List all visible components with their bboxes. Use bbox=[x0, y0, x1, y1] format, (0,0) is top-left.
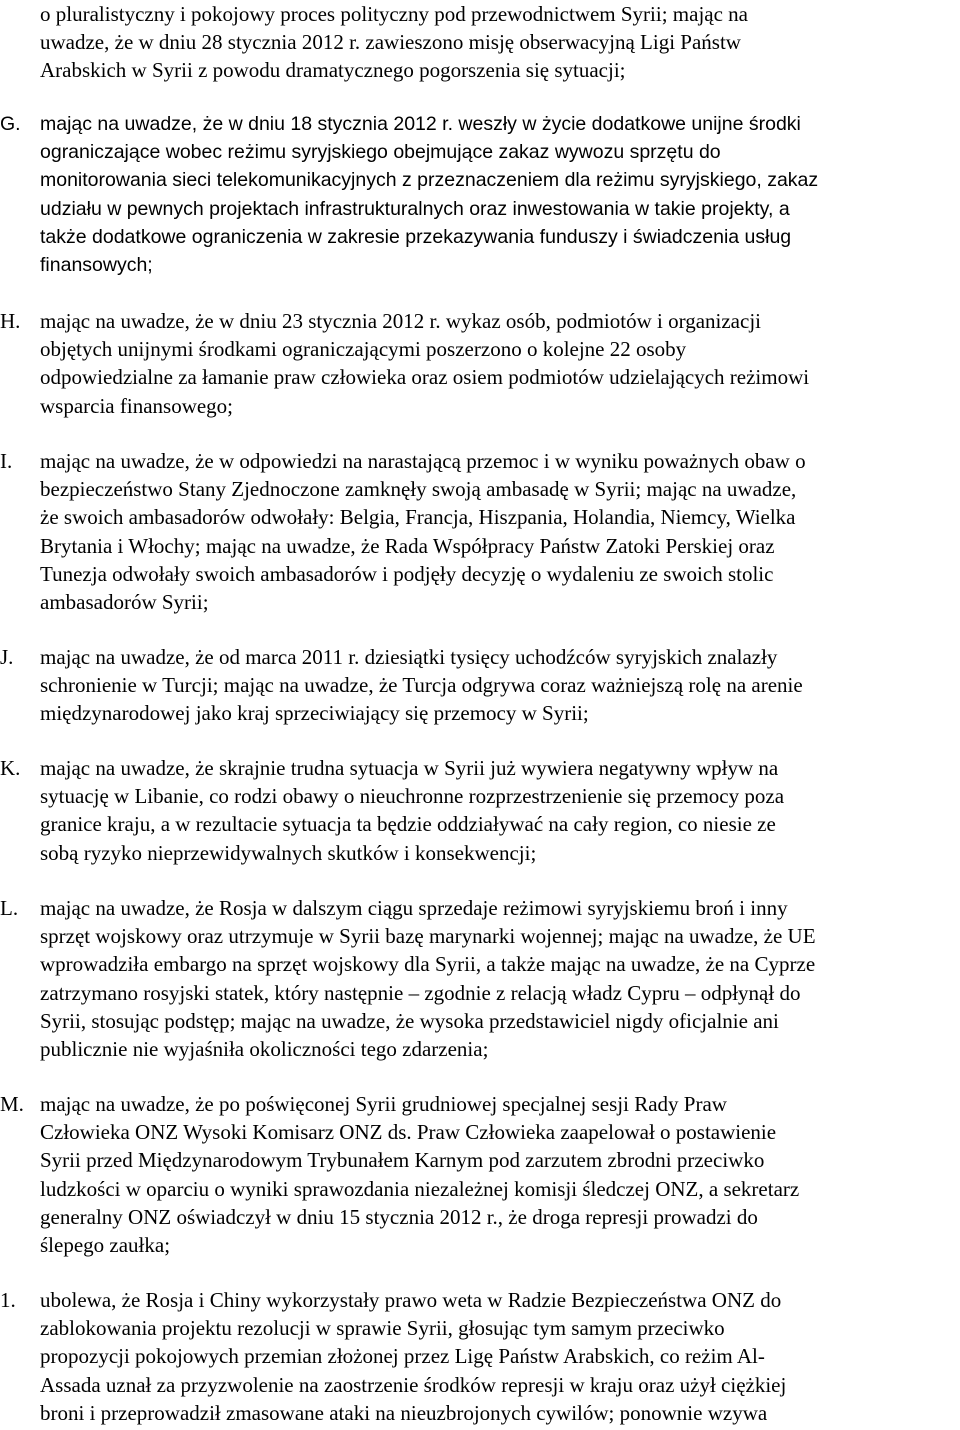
item-text bbox=[40, 754, 956, 867]
recital-g bbox=[0, 110, 956, 279]
text-line: wsparcia finansowego; bbox=[40, 393, 234, 418]
text-line: mając na uwadze, że od marca 2011 r. dziesiątki tysięcy uchodźców syryjskich znalazły bbox=[40, 645, 778, 669]
text-line: Syrii przed Międzynarodowym Trybunałem Karnym pod zarzutem zbrodni przeciwko bbox=[40, 1148, 765, 1173]
item-letter: H. bbox=[0, 309, 21, 333]
text-line: udziału w pewnych projektach infrastrukturalnych oraz inwestowania w takie projekty, a bbox=[40, 197, 790, 220]
text-line: także dodatkowe ograniczenia w zakresie przekazywania funduszy i świadczenia usług bbox=[40, 225, 792, 248]
text-line: bezpieczeństwo Stany Zjednoczone zamknęły swoją ambasadę w Syrii; mając na uwadze, bbox=[40, 477, 797, 502]
text-line: odpowiedzialne za łamanie praw człowieka oraz osiem podmiotów udzielających reżimowi bbox=[40, 365, 810, 390]
text-line: mając na uwadze, że w odpowiedzi na narastającą przemoc i w wyniku poważnych obaw o bbox=[40, 449, 806, 473]
text-line: granice kraju, a w rezultacie sytuacja ta będzie oddziaływać na cały region, co niesie ze bbox=[40, 812, 776, 837]
item-text bbox=[40, 1286, 956, 1427]
text-line: mając na uwadze, że w dniu 18 stycznia 2012 r. weszły w życie dodatkowe unijne środki bbox=[40, 113, 801, 135]
text-line: Człowieka ONZ Wysoki Komisarz ONZ ds. Praw Człowieka zaapelował o postawienie bbox=[40, 1120, 777, 1145]
recital-l bbox=[0, 894, 956, 1063]
text-line: sprzęt wojskowy oraz utrzymuje w Syrii bazę marynarki wojennej; mając na uwadze, że UE bbox=[40, 924, 816, 949]
text-line: Arabskich w Syrii z powodu dramatycznego pogorszenia się sytuacji; bbox=[40, 58, 626, 83]
text-line: generalny ONZ oświadczył w dniu 15 stycznia 2012 r., że droga represji prowadzi do bbox=[40, 1204, 758, 1229]
item-text bbox=[40, 447, 956, 616]
item-text bbox=[40, 110, 956, 279]
recital-m bbox=[0, 1090, 956, 1259]
recital-h bbox=[0, 307, 956, 420]
continuation-paragraph bbox=[0, 0, 960, 85]
text-line: ślepego zaułka; bbox=[40, 1233, 171, 1258]
recital-i bbox=[0, 447, 956, 616]
text-line: Syrii, stosując podstęp; mając na uwadze, że wysoka przedstawiciel nigdy oficjalnie ani bbox=[40, 1008, 779, 1033]
text-line: propozycji pokojowych przemian złożonej przez Ligę Państw Arabskich, co reżim Al- bbox=[40, 1344, 765, 1369]
text-line: zablokowania projektu rezolucji w sprawie Syrii, głosując tym samym przeciwko bbox=[40, 1316, 725, 1341]
item-text bbox=[40, 1090, 956, 1259]
item-letter: M. bbox=[0, 1092, 24, 1116]
item-letter: J. bbox=[0, 645, 14, 669]
text-line: schronienie w Turcji; mając na uwadze, że Turcja odgrywa coraz ważniejszą rolę na arenie bbox=[40, 673, 803, 698]
text-line: uwadze, że w dniu 28 stycznia 2012 r. zawieszono misję obserwacyjną Ligi Państw bbox=[40, 30, 741, 55]
point-1 bbox=[0, 1286, 956, 1427]
text-line: ubolewa, że Rosja i Chiny wykorzystały prawo weta w Radzie Bezpieczeństwa ONZ do bbox=[40, 1288, 782, 1312]
item-text bbox=[40, 643, 956, 728]
text-line: wprowadziła embargo na sprzęt wojskowy dla Syrii, a także mając na uwadze, że na Cyprze bbox=[40, 952, 816, 977]
item-letter: K. bbox=[0, 756, 21, 780]
item-letter: L. bbox=[0, 896, 19, 920]
text-line: finansowych; bbox=[40, 254, 153, 277]
text-line: Assada uznał za przyzwolenie na zaostrzenie środków represji w kraju oraz użył ciężkiej bbox=[40, 1372, 787, 1397]
item-letter: G. bbox=[0, 113, 21, 135]
text-line: mając na uwadze, że w dniu 23 stycznia 2012 r. wykaz osób, podmiotów i organizacji bbox=[40, 309, 761, 333]
item-number: 1. bbox=[0, 1288, 16, 1312]
item-text bbox=[40, 894, 956, 1063]
text-line: ambasadorów Syrii; bbox=[40, 590, 209, 615]
text-line: Brytania i Włochy; mając na uwadze, że Rada Współpracy Państw Zatoki Perskiej oraz bbox=[40, 533, 775, 558]
recital-k bbox=[0, 754, 956, 867]
item-letter: I. bbox=[0, 449, 13, 473]
text-line: ograniczające wobec reżimu syryjskiego obejmujące zakaz wywozu sprzętu do bbox=[40, 141, 721, 164]
item-text bbox=[40, 307, 956, 420]
text-line: międzynarodowej jako kraj sprzeciwiający się przemocy w Syrii; bbox=[40, 701, 589, 726]
text-line: mając na uwadze, że skrajnie trudna sytuacja w Syrii już wywiera negatywny wpływ na bbox=[40, 756, 779, 780]
text-line: mając na uwadze, że Rosja w dalszym ciągu sprzedaje reżimowi syryjskiemu broń i inny bbox=[40, 896, 788, 920]
text-line: zatrzymano rosyjski statek, który następnie – zgodnie z relacją władz Cypru – odpłynął do bbox=[40, 980, 801, 1005]
recital-j bbox=[0, 643, 956, 728]
text-line: ludzkości w oparciu o wyniki sprawozdania niezależnej komisji śledczej ONZ, a sekretarz bbox=[40, 1176, 800, 1201]
text-line: Tunezja odwołały swoich ambasadorów i podjęły decyzję o wydaleniu ze swoich stolic bbox=[40, 561, 774, 586]
text-line: monitorowania sieci telekomunikacyjnych z przeznaczeniem dla reżimu syryjskiego, zakaz bbox=[40, 169, 819, 192]
text-line: objętych unijnymi środkami ograniczającymi poszerzono o kolejne 22 osoby bbox=[40, 337, 687, 362]
text-line: broni i przeprowadził zmasowane ataki na nieuzbrojonych cywilów; ponownie wzywa bbox=[40, 1400, 768, 1425]
text-line: o pluralistyczny i pokojowy proces polityczny pod przewodnictwem Syrii; mając na bbox=[40, 2, 748, 26]
text-line: że swoich ambasadorów odwołały: Belgia, Francja, Hiszpania, Holandia, Niemcy, Wielka bbox=[40, 505, 796, 530]
text-line: mając na uwadze, że po poświęconej Syrii grudniowej specjalnej sesji Rady Praw bbox=[40, 1092, 727, 1116]
text-line: sobą ryzyko nieprzewidywalnych skutków i konsekwencji; bbox=[40, 840, 537, 865]
text-line: sytuację w Libanie, co rodzi obawy o nieuchronne rozprzestrzenienie się przemocy poza bbox=[40, 784, 785, 809]
text-line: publicznie nie wyjaśniła okoliczności tego zdarzenia; bbox=[40, 1037, 489, 1062]
